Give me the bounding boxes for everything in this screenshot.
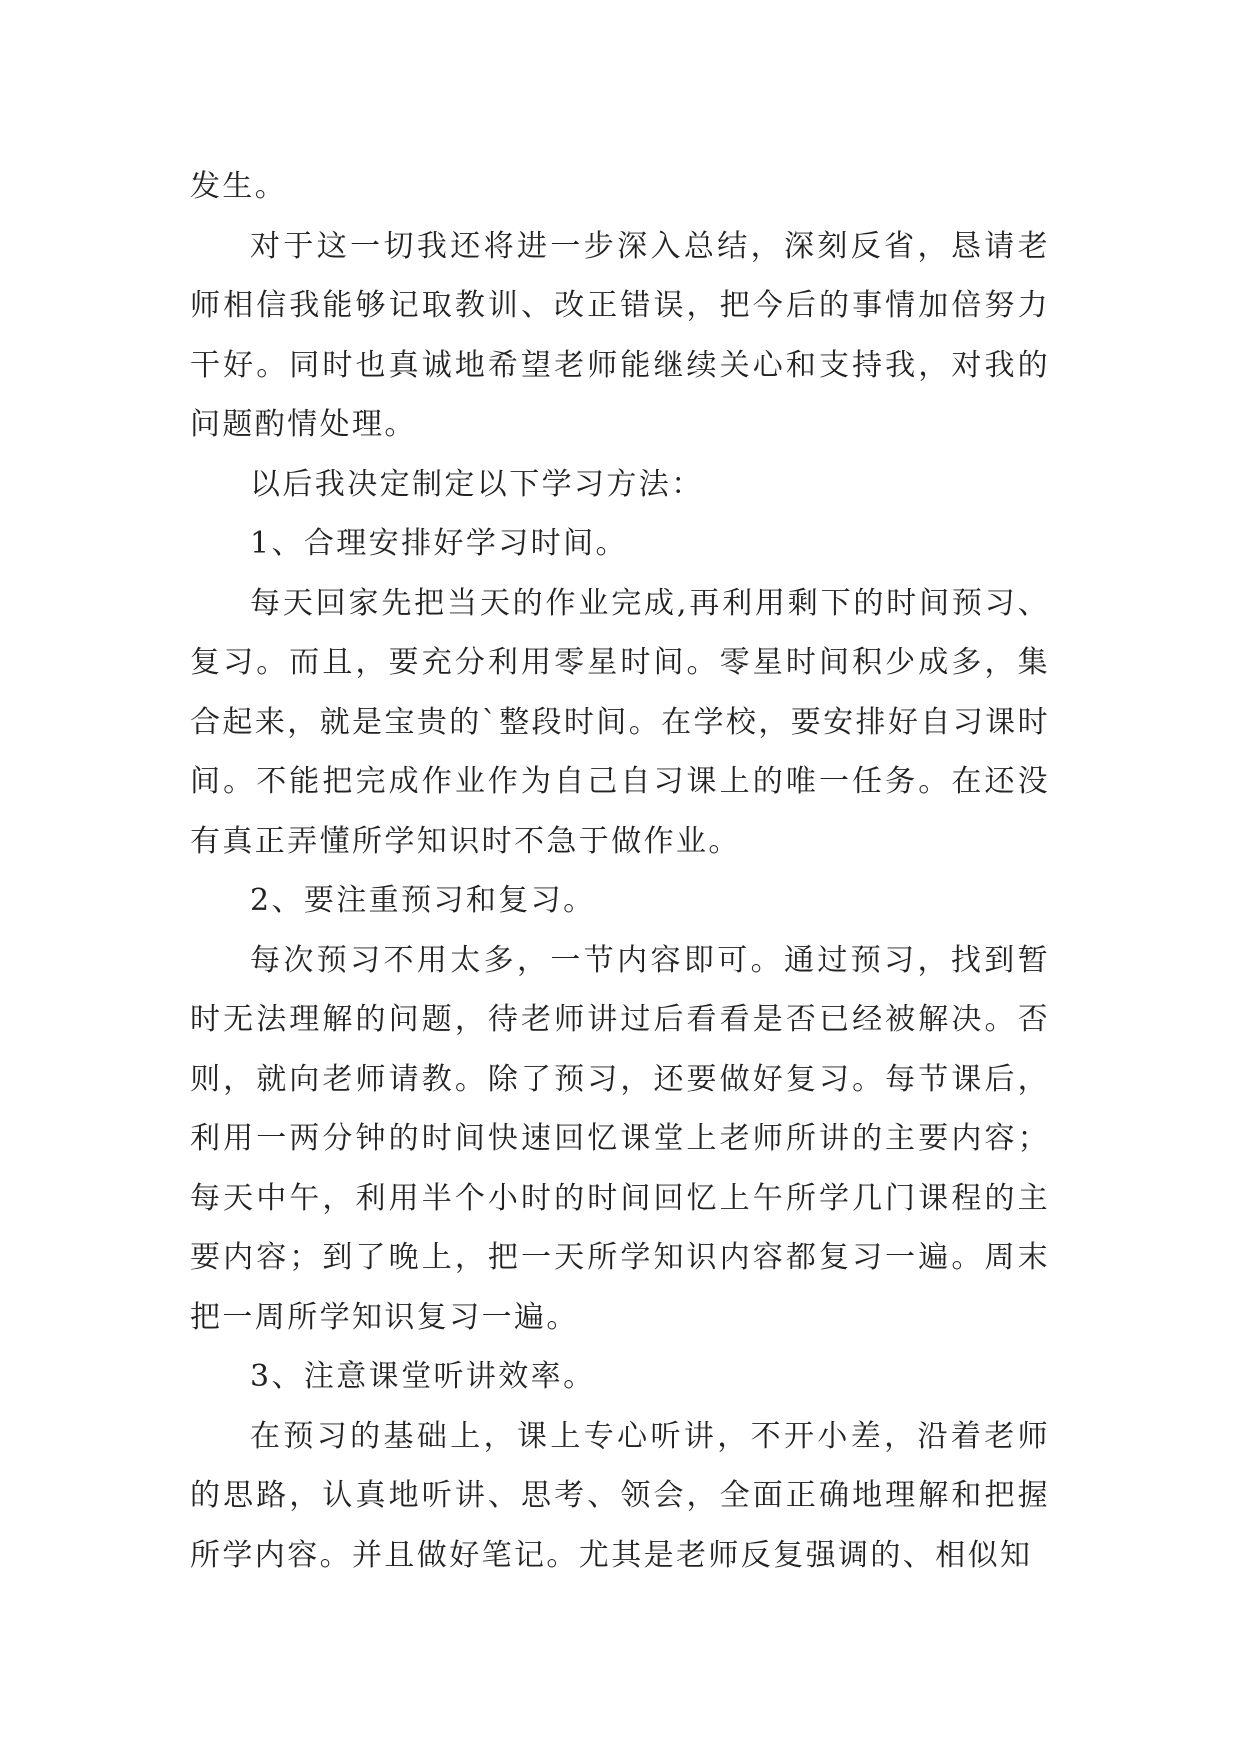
heading-item-1: 1、合理安排好学习时间。 [250, 526, 628, 561]
heading-item-3: 3、注意课堂听讲效率。 [250, 1359, 596, 1394]
paragraph-9: 在预习的基础上，课上专心听讲，不开小差，沿着老师的思路，认真地听讲、思考、领会，全面正确地理解和把握所学内容。并且做好笔记。尤其是老师反复强调的、相似知 [190, 1418, 1050, 1573]
heading-item-2: 2、要注重预习和复习。 [250, 883, 596, 918]
paragraph-1: 发生。 [190, 169, 288, 204]
paragraph-3: 以后我决定制定以下学习方法： [250, 466, 704, 502]
paragraph-7: 每次预习不用太多，一节内容即可。通过预习，找到暂时无法理解的问题，待老师讲过后看看是否已经被解决。否则，就向老师请教。除了预习，还要做好复习。每节课后，利用一两分钟的时间快速回忆课堂上老师所讲的主要内容；每天中午，利用半个小时的时间回忆上午所学几门课程的主要内容；到了晚上，把一天所学知识内容都复习一遍。周末把一周所学知识复习一遍。 [190, 942, 1050, 1335]
paragraph-5: 每天回家先把当天的作业完成,再利用剩下的时间预习、复习。而且，要充分利用零星时间。零星时间积少成多，集合起来，就是宝贵的`整段时间。在学校，要安排好自习课时间。不能把完成作业作为自己自习课上的唯一任务。在还没有真正弄懂所学知识时不急于做作业。 [190, 585, 1050, 859]
paragraph-2: 对于这一切我还将进一步深入总结，深刻反省，恳请老师相信我能够记取教训、改正错误，把今后的事情加倍努力干好。同时也真诚地希望老师能继续关心和支持我，对我的问题酌情处理。 [190, 228, 1050, 442]
document-body [190, 157, 1050, 1585]
